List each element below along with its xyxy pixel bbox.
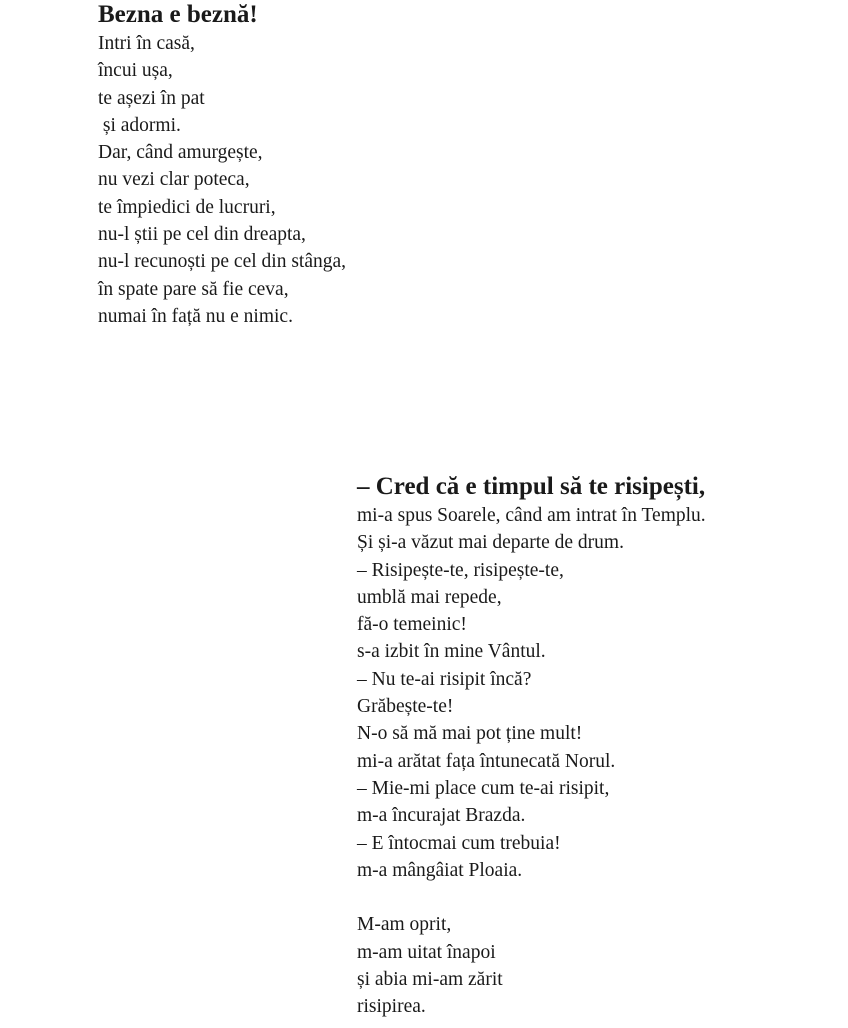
poem-title: – Cred că e timpul să te risipești, <box>357 473 706 500</box>
poem-line: te așezi în pat <box>98 87 205 109</box>
poem-line: fă-o temeinic! <box>357 614 467 636</box>
poem-line: – Risipește-te, risipește-te, <box>357 559 564 581</box>
poem-line: nu-l recunoști pe cel din stânga, <box>98 251 347 273</box>
poem-line: M-am oprit, <box>357 914 452 936</box>
poem-line: s-a izbit în mine Vântul. <box>357 641 546 663</box>
poem-line: și abia mi-am zărit <box>357 969 503 991</box>
poem-line: mi-a spus Soarele, când am intrat în Templu. <box>357 505 706 526</box>
poem-line: m-a mângâiat Ploaia. <box>357 859 523 881</box>
poem-line: risipirea. <box>357 996 426 1018</box>
poem-line: Intri în casă, <box>98 33 195 54</box>
poem-line: te împiedici de lucruri, <box>98 196 276 218</box>
poem-line: Și și-a văzut mai departe de drum. <box>357 532 624 554</box>
poem-line: m-am uitat înapoi <box>357 941 496 963</box>
poem-line: nu vezi clar poteca, <box>98 169 250 191</box>
poem-line: nu-l știi pe cel din dreapta, <box>98 224 306 246</box>
poem-line: – Nu te-ai risipit încă? <box>357 668 532 690</box>
poem-lines <box>357 502 706 1021</box>
poem-line: N-o să mă mai pot ține mult! <box>357 723 583 745</box>
poem-bezna <box>98 0 346 330</box>
poem-line: numai în față nu e nimic. <box>98 305 293 327</box>
poem-line: umblă mai repede, <box>357 586 502 608</box>
poem-line: m-a încurajat Brazda. <box>357 805 526 827</box>
poem-risipire <box>357 472 706 1021</box>
stanza-break <box>357 884 706 911</box>
poem-title: Bezna e beznă! <box>98 1 258 28</box>
poem-line: – Mie-mi place cum te-ai risipit, <box>357 777 610 799</box>
poem-line: și adormi. <box>98 114 181 136</box>
poem-line: mi-a arătat fața întunecată Norul. <box>357 750 616 772</box>
poem-line: Grăbește-te! <box>357 696 454 718</box>
poem-line: – E întocmai cum trebuia! <box>357 832 561 854</box>
poem-line: în spate pare să fie ceva, <box>98 278 289 300</box>
poem-line: încui ușa, <box>98 60 173 82</box>
poem-line: Dar, când amurgește, <box>98 142 263 164</box>
poem-lines <box>98 30 346 330</box>
